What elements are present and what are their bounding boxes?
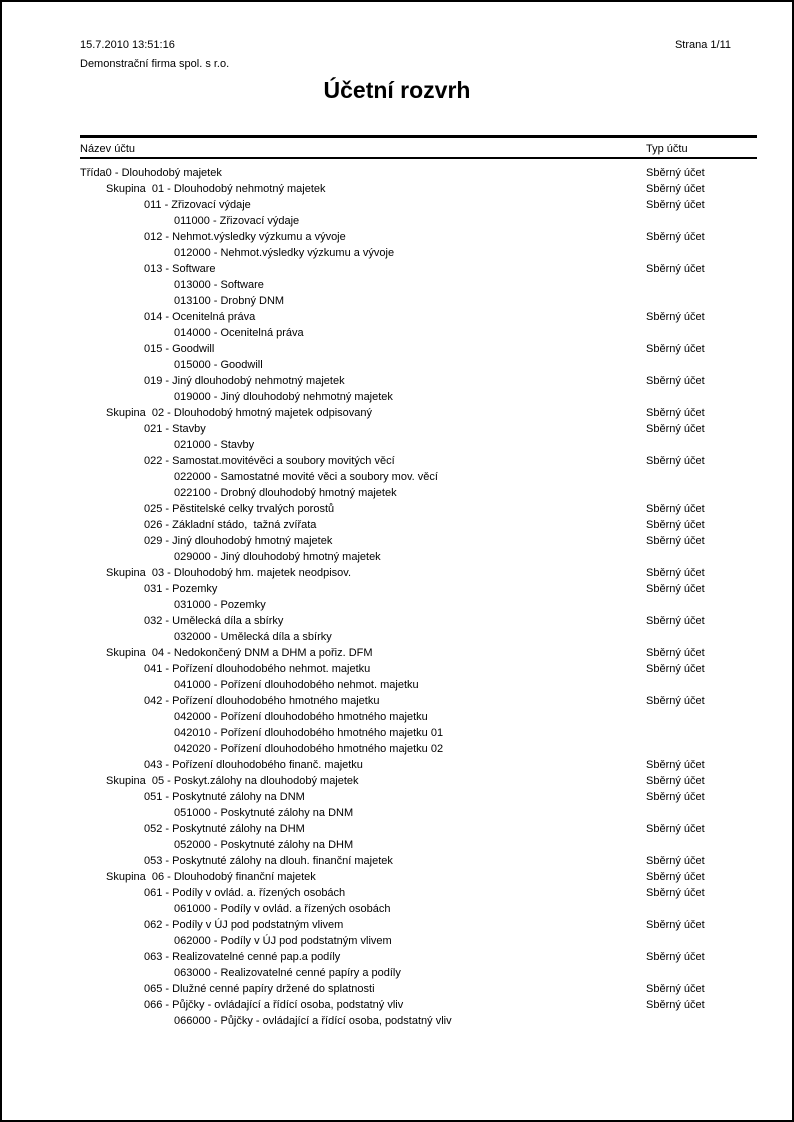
table-row [80, 885, 757, 901]
account-type: Sběrný účet [646, 519, 705, 531]
table-row [80, 245, 757, 261]
account-name: Skupina 01 - Dlouhodobý nehmotný majetek [106, 183, 326, 195]
account-type: Sběrný účet [646, 183, 705, 195]
account-name: 052000 - Poskytnuté zálohy na DHM [174, 839, 354, 851]
table-row [80, 277, 757, 293]
account-type: Sběrný účet [646, 887, 705, 899]
account-name: Skupina 04 - Nedokončený DNM a DHM a pořiz. DFM [106, 647, 373, 659]
table-row [80, 853, 757, 869]
table-row [80, 229, 757, 245]
account-name: 015000 - Goodwill [174, 359, 263, 371]
table-row [80, 501, 757, 517]
account-type: Sběrný účet [646, 983, 705, 995]
account-name: 011000 - Zřizovací výdaje [174, 215, 300, 227]
account-name: 042000 - Pořízení dlouhodobého hmotného majetku [174, 711, 428, 723]
table-row [80, 917, 757, 933]
account-name: 062 - Podíly v ÚJ pod podstatným vlivem [144, 919, 344, 931]
table-row [80, 453, 757, 469]
account-name: 041000 - Pořízení dlouhodobého nehmot. majetku [174, 679, 419, 691]
account-name: 022100 - Drobný dlouhodobý hmotný majetek [174, 487, 397, 499]
account-name: 031000 - Pozemky [174, 599, 266, 611]
table-row [80, 165, 757, 181]
account-name: 025 - Pěstitelské celky trvalých porostů [144, 503, 335, 515]
account-type: Sběrný účet [646, 855, 705, 867]
account-name: 014 - Ocenitelná práva [144, 311, 256, 323]
table-row [80, 309, 757, 325]
table-row [80, 389, 757, 405]
table-row [80, 517, 757, 533]
account-name: 013000 - Software [174, 279, 264, 291]
account-type: Sběrný účet [646, 951, 705, 963]
account-name: 066000 - Půjčky - ovládající a řídící osoba, podstatný vliv [174, 1015, 452, 1027]
account-type: Sběrný účet [646, 375, 705, 387]
account-type: Sběrný účet [646, 695, 705, 707]
table-row [80, 629, 757, 645]
account-name: 029 - Jiný dlouhodobý hmotný majetek [144, 535, 333, 547]
account-type: Sběrný účet [646, 791, 705, 803]
account-name: Skupina 02 - Dlouhodobý hmotný majetek odpisovaný [106, 407, 372, 419]
account-name: 042020 - Pořízení dlouhodobého hmotného majetku 02 [174, 743, 444, 755]
table-row [80, 789, 757, 805]
account-type: Sběrný účet [646, 775, 705, 787]
account-name: 063 - Realizovatelné cenné pap.a podíly [144, 951, 341, 963]
account-name: 014000 - Ocenitelná práva [174, 327, 304, 339]
account-type: Sběrný účet [646, 759, 705, 771]
account-name: 042 - Pořízení dlouhodobého hmotného majetku [144, 695, 380, 707]
table-row [80, 357, 757, 373]
account-type: Sběrný účet [646, 919, 705, 931]
table-row [80, 325, 757, 341]
account-type: Sběrný účet [646, 311, 705, 323]
table-row [80, 181, 757, 197]
account-name: 022000 - Samostatné movité věci a soubory mov. věcí [174, 471, 438, 483]
account-type: Sběrný účet [646, 455, 705, 467]
account-name: 052 - Poskytnuté zálohy na DHM [144, 823, 305, 835]
table-row [80, 965, 757, 981]
table-header [80, 142, 757, 156]
account-name: 061 - Podíly v ovlád. a. řízených osobách [144, 887, 346, 899]
table-row [80, 485, 757, 501]
table-row [80, 805, 757, 821]
account-name: 022 - Samostat.movitévěci a soubory movitých věcí [144, 455, 395, 467]
table-row [80, 901, 757, 917]
table-row [80, 565, 757, 581]
account-name: 011 - Zřizovací výdaje [144, 199, 251, 211]
account-name: 066 - Půjčky - ovládající a řídící osoba, podstatný vliv [144, 999, 404, 1011]
account-name: 019 - Jiný dlouhodobý nehmotný majetek [144, 375, 345, 387]
account-rows [80, 165, 757, 1029]
print-datetime: 15.7.2010 13:51:16 [80, 39, 175, 51]
account-type: Sběrný účet [646, 583, 705, 595]
table-row [80, 421, 757, 437]
account-name: 061000 - Podíly v ovlád. a řízených osobách [174, 903, 391, 915]
table-row [80, 341, 757, 357]
table-row [80, 373, 757, 389]
account-name: 041 - Pořízení dlouhodobého nehmot. majetku [144, 663, 371, 675]
page-number: Strana 1/11 [674, 39, 731, 51]
table-row [80, 949, 757, 965]
table-row [80, 997, 757, 1013]
account-name: Skupina 03 - Dlouhodobý hm. majetek neodpisov. [106, 567, 351, 579]
table-row [80, 677, 757, 693]
account-name: 021 - Stavby [144, 423, 206, 435]
account-type: Sběrný účet [646, 231, 705, 243]
account-name: 051000 - Poskytnuté zálohy na DNM [174, 807, 354, 819]
column-header-name: Název účtu [80, 143, 136, 155]
table-row [80, 837, 757, 853]
account-name: 029000 - Jiný dlouhodobý hmotný majetek [174, 551, 381, 563]
account-type: Sběrný účet [646, 871, 705, 883]
account-name: 012000 - Nehmot.výsledky výzkumu a vývoje [174, 247, 395, 259]
account-type: Sběrný účet [646, 503, 705, 515]
account-name: 012 - Nehmot.výsledky výzkumu a vývoje [144, 231, 346, 243]
account-type: Sběrný účet [646, 823, 705, 835]
account-name: 015 - Goodwill [144, 343, 215, 355]
account-type: Sběrný účet [646, 263, 705, 275]
account-name: Skupina 05 - Poskyt.zálohy na dlouhodobý majetek [106, 775, 359, 787]
table-row [80, 1013, 757, 1029]
account-name: 051 - Poskytnuté zálohy na DNM [144, 791, 305, 803]
table-row [80, 261, 757, 277]
table-row [80, 821, 757, 837]
account-type: Sběrný účet [646, 423, 705, 435]
column-header-type: Typ účtu [646, 143, 688, 155]
table-row [80, 869, 757, 885]
account-type: Sběrný účet [646, 999, 705, 1011]
account-name: Třída0 - Dlouhodobý majetek [80, 167, 222, 179]
account-name: 013 - Software [144, 263, 216, 275]
table-row [80, 773, 757, 789]
account-type: Sběrný účet [646, 647, 705, 659]
account-name: Skupina 06 - Dlouhodobý finanční majetek [106, 871, 316, 883]
table-row [80, 469, 757, 485]
table-row [80, 933, 757, 949]
table-row [80, 613, 757, 629]
account-name: 032000 - Umělecká díla a sbírky [174, 631, 332, 643]
table-row [80, 533, 757, 549]
account-type: Sběrný účet [646, 167, 705, 179]
header-rule-top [80, 135, 757, 138]
account-type: Sběrný účet [646, 407, 705, 419]
table-row [80, 693, 757, 709]
account-name: 042010 - Pořízení dlouhodobého hmotného majetku 01 [174, 727, 444, 739]
account-name: 013100 - Drobný DNM [174, 295, 285, 307]
header-rule-bottom [80, 157, 757, 159]
table-row [80, 581, 757, 597]
table-row [80, 709, 757, 725]
table-row [80, 645, 757, 661]
table-row [80, 197, 757, 213]
table-row [80, 437, 757, 453]
account-name: 043 - Pořízení dlouhodobého finanč. majetku [144, 759, 363, 771]
table-row [80, 725, 757, 741]
account-name: 065 - Dlužné cenné papíry držené do splatnosti [144, 983, 375, 995]
table-row [80, 405, 757, 421]
account-type: Sběrný účet [646, 343, 705, 355]
account-name: 019000 - Jiný dlouhodobý nehmotný majetek [174, 391, 393, 403]
account-type: Sběrný účet [646, 535, 705, 547]
account-name: 063000 - Realizovatelné cenné papíry a podíly [174, 967, 401, 979]
account-type: Sběrný účet [646, 567, 705, 579]
company-name: Demonstrační firma spol. s r.o. [80, 58, 230, 70]
account-type: Sběrný účet [646, 663, 705, 675]
table-row [80, 213, 757, 229]
account-name: 032 - Umělecká díla a sbírky [144, 615, 284, 627]
table-row [80, 981, 757, 997]
account-type: Sběrný účet [646, 199, 705, 211]
account-name: 053 - Poskytnuté zálohy na dlouh. finanční majetek [144, 855, 393, 867]
table-row [80, 549, 757, 565]
account-type: Sběrný účet [646, 615, 705, 627]
account-name: 062000 - Podíly v ÚJ pod podstatným vlivem [174, 935, 392, 947]
report-title: Účetní rozvrh [323, 77, 471, 103]
account-name: 021000 - Stavby [174, 439, 255, 451]
table-row [80, 741, 757, 757]
table-row [80, 661, 757, 677]
table-row [80, 757, 757, 773]
table-row [80, 597, 757, 613]
account-name: 031 - Pozemky [144, 583, 218, 595]
table-row [80, 293, 757, 309]
account-name: 026 - Základní stádo, tažná zvířata [144, 519, 317, 531]
